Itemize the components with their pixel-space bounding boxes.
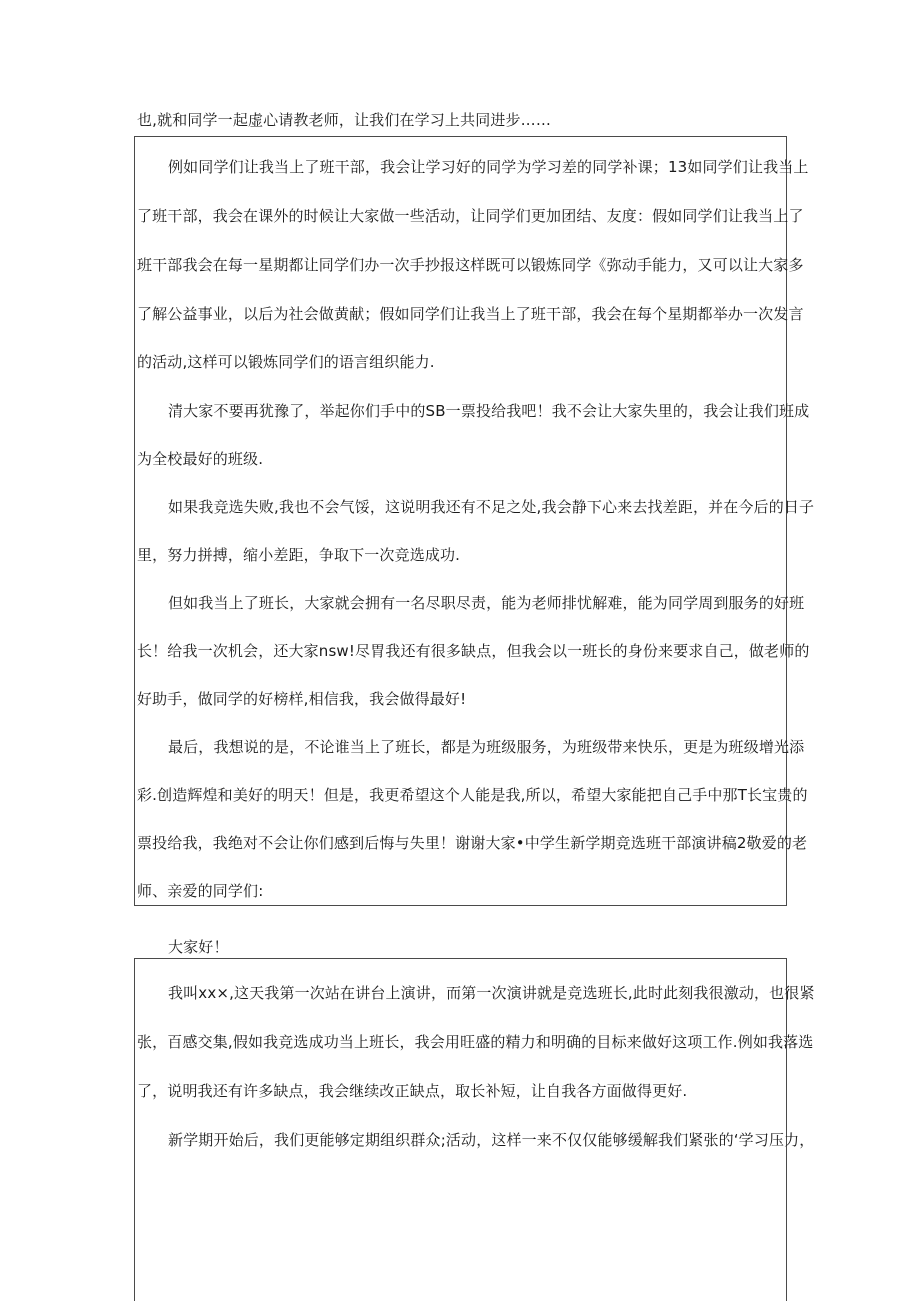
box1-p3-line2: 里，努力拼搏，缩小差距，争取下一次竞选成功. (137, 546, 461, 564)
box1-p3-line1: 如果我竞选失败,我也不会气馁，这说明我还有不足之处,我会静下心来去找差距，并在今后的日子 (168, 498, 815, 516)
box2-p1-line1: 我叫xx×,这天我第一次站在讲台上演讲，而第一次演讲就是竞选班长,此时此刻我很激动，也很紧 (168, 984, 815, 1002)
box1-p5-line3: 票投给我，我绝对不会让你们感到后悔与失里！谢谢大家•中学生新学期竞选班干部演讲稿2敬爱的老 (137, 834, 808, 852)
box1-p1-line3: 班干部我会在每一星期都让同学们办一次手抄报这样既可以锻炼同学《弥动手能力，又可以让大家多 (137, 256, 804, 274)
box1-p2-line2: 为全校最好的班级. (137, 450, 264, 468)
box1-p5-line2: 彩.创造辉煌和美好的明天！但是，我更希望这个人能是我,所以，希望大家能把自己手中那T长宝贵的 (137, 786, 808, 804)
box1-p2-line1: 清大家不要再犹豫了，举起你们手中的SB一票投给我吧！我不会让大家失里的，我会让我们班成 (168, 402, 810, 420)
box1-p1-line4: 了解公益事业，以后为社会做黄献；假如同学们让我当上了班干部，我会在每个星期都举办一次发言 (137, 305, 804, 323)
box2-p1-line3: 了，说明我还有许多缺点，我会继续改正缺点，取长补短，让自我各方面做得更好. (137, 1082, 688, 1100)
box1-p5-line1: 最后，我想说的是，不论谁当上了班长，都是为班级服务，为班级带来快乐，更是为班级增光添 (168, 738, 805, 756)
box2-p2-line1: 新学期开始后，我们更能够定期组织群众;活动，这样一来不仅仅能够缓解我们紧张的‘学习压力， (168, 1131, 815, 1149)
box1-p4-line3: 好助手，做同学的好榜样,相信我，我会做得最好! (137, 690, 467, 708)
box1-p4-line1: 但如我当上了班长，大家就会拥有一名尽职尽责，能为老师排忧解难，能为同学周到服务的好班 (168, 594, 805, 612)
box1-p5-line4: 师、亲爱的同学们: (137, 882, 264, 900)
top-text-line: 也,就和同学一起虚心请教老师，让我们在学习上共同进步…… (137, 111, 551, 129)
box1-p4-line2: 长！给我一次机会，还大家nsw!尽胃我还有很多缺点，但我会以一班长的身份来要求自己，做老师的 (137, 642, 810, 660)
box1-p1-line1: 例如同学们让我当上了班干部，我会让学习好的同学为学习差的同学补课；13如同学们让我当上 (168, 158, 809, 176)
box2-p1-line2: 张，百感交集,假如我竞选成功当上班长，我会用旺盛的精力和明确的目标来做好这项工作.例如我落选 (137, 1033, 814, 1051)
box1-p1-line2: 了班干部，我会在课外的时候让大家做一些活动，让同学们更加团结、友度：假如同学们让我当上了 (137, 207, 804, 225)
box1-p1-line5: 的活动,这样可以锻炼同学们的语言组织能力. (137, 353, 435, 371)
greeting-line: 大家好！ (168, 938, 229, 956)
